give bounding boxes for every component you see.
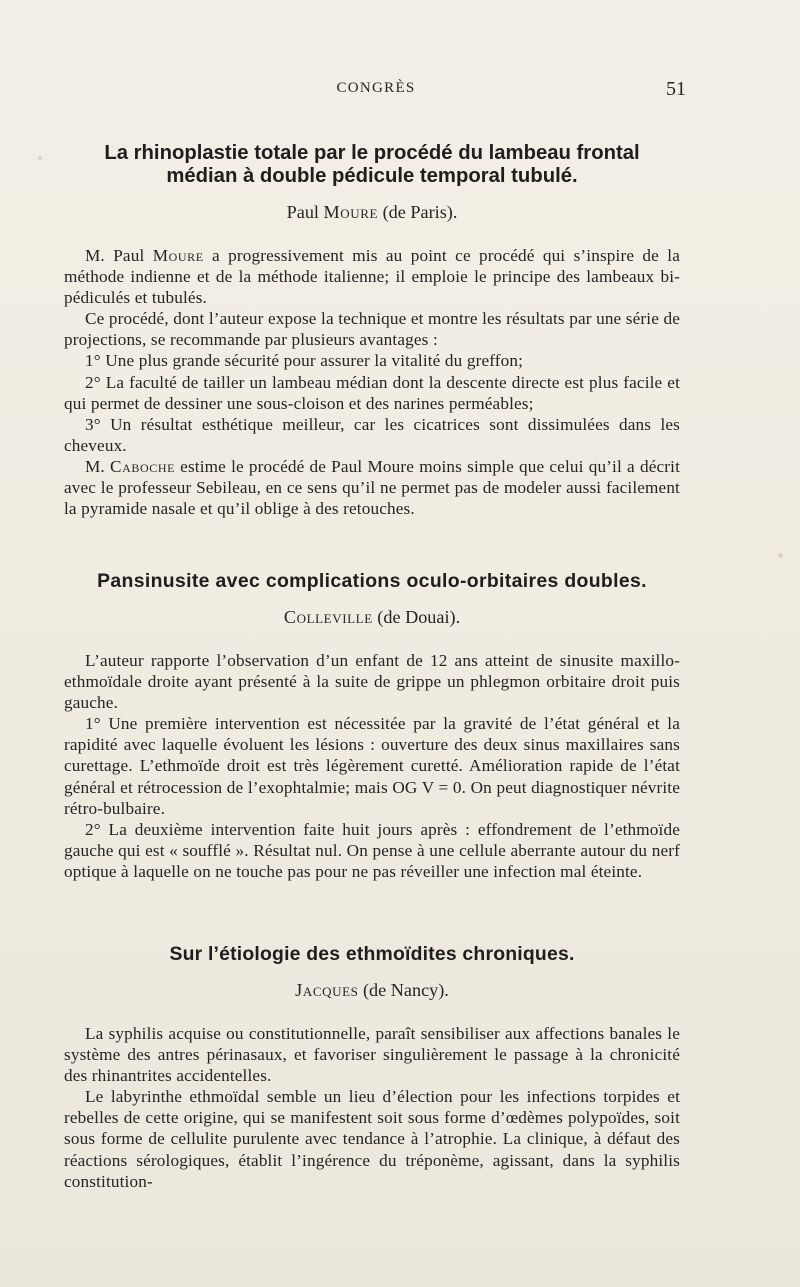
article-byline xyxy=(64,979,680,1001)
article-byline xyxy=(64,606,680,628)
paragraph-text: estime le procédé de Paul Moure moins simple que celui qu’il a décrit avec le professeur Sebileau, en ce sens qu’il ne permet pas de modeler aussi facilement la pyramide nasale et qu’il oblige à des retouches. xyxy=(64,456,681,519)
author-place: (de Nancy). xyxy=(363,980,449,1000)
author-place: (de Paris). xyxy=(382,202,458,222)
paragraph xyxy=(64,245,680,308)
paragraph-text: M. Paul xyxy=(85,246,153,265)
paragraph: 1° Une première intervention est nécessitée par la gravité de l’état général et la rapidité avec laquelle évoluent les lésions : ouverture des deux sinus maxillaires sans curettage. L’ethmoïde droit est très légèrement curetté. Amélioration rapide de l’état général et rétrocession de l’exophtalmie; mais OG V = 0. On peut diagnostiquer névrite rétro-bulbaire. xyxy=(64,714,680,818)
paragraph xyxy=(64,456,680,519)
paper-speck xyxy=(778,553,783,558)
article-ethmoidites xyxy=(64,943,680,1192)
paragraph xyxy=(64,350,680,371)
paragraph-text: a progressivement mis au point ce procédé qui s’inspire de la méthode indienne et de la méthode italienne; il emploie le principe des lambeaux bi-pédiculés et tubulés. xyxy=(64,246,680,308)
article-body xyxy=(64,245,680,519)
paragraph: La syphilis acquise ou constitutionnelle, paraît sensibiliser aux affections banales le système des antres périnasaux, et favoriser singulièrement le passage à la chronicité des rhinantrites accidentelles. xyxy=(64,1024,680,1086)
article-pansinusite xyxy=(64,570,680,882)
author-name: Colleville xyxy=(283,607,373,627)
running-title: CONGRÈS xyxy=(336,80,416,96)
author-first-name: Paul xyxy=(286,202,319,222)
article-title: Sur l’étiologie des ethmoïdites chroniques. xyxy=(169,943,575,965)
paragraph xyxy=(64,372,680,414)
paragraph: L’auteur rapporte l’observation d’un enfant de 12 ans atteint de sinusite maxillo-ethmoïdale droite ayant présenté à la suite de grippe un phlegmon orbitaire droit puis gauche. xyxy=(64,651,680,713)
paragraph-text: 2° La faculté de tailler un lambeau médian dont la descente directe est plus facile et qui permet de dessiner une sous-cloison et des narines perméables; xyxy=(64,372,680,413)
paragraph xyxy=(64,308,680,350)
paragraph-text: Ce procédé, dont l’auteur expose la technique et montre les résultats par une série de projections, se recommande par plusieurs avantages : xyxy=(64,309,680,350)
paragraph-text: 1° Une plus grande sécurité pour assurer la vitalité du greffon; xyxy=(85,351,524,371)
article-title: Pansinusite avec complications oculo-orbitaires doubles. xyxy=(97,570,647,592)
paragraph: Le labyrinthe ethmoïdal semble un lieu d’élection pour les infections torpides et rebelles de cette origine, qui se manifestent soit sous forme d’œdèmes polypoïdes, soit sous forme de cellulite purulente avec tendance à l’atrophie. La clinique, à défaut des réactions sérologiques, établit l’ingérence du tréponème, agissant, dans la syphilis constitution- xyxy=(64,1087,680,1191)
author-name: Moure xyxy=(323,202,379,222)
author-place: (de Douai). xyxy=(377,607,461,627)
page-number: 51 xyxy=(666,78,686,100)
article-body xyxy=(64,1023,680,1192)
page-header xyxy=(0,80,800,104)
author-name: Jacques xyxy=(295,980,359,1000)
paper-speck xyxy=(38,156,42,160)
paragraph-text: 3° Un résultat esthétique meilleur, car les cicatrices sont dissimulées dans les cheveux. xyxy=(64,414,680,455)
paragraph: 2° La deuxième intervention faite huit jours après : effondrement de l’ethmoïde gauche qui est « soufflé ». Résultat nul. On pense à une cellule aberrante autour du nerf optique à laquelle on ne touche pas pour ne pas réveiller une infection mal éteinte. xyxy=(64,819,680,881)
article-body xyxy=(64,650,680,882)
paragraph-text: M. xyxy=(85,456,111,476)
article-byline xyxy=(64,201,680,223)
article-rhinoplastie xyxy=(64,142,680,519)
person-name: Caboche xyxy=(110,456,176,476)
person-name: Moure xyxy=(152,246,204,265)
article-title: La rhinoplastie totale par le procédé du lambeau frontal médian à double pédicule temporal tubulé. xyxy=(104,142,640,187)
paragraph xyxy=(64,414,680,456)
